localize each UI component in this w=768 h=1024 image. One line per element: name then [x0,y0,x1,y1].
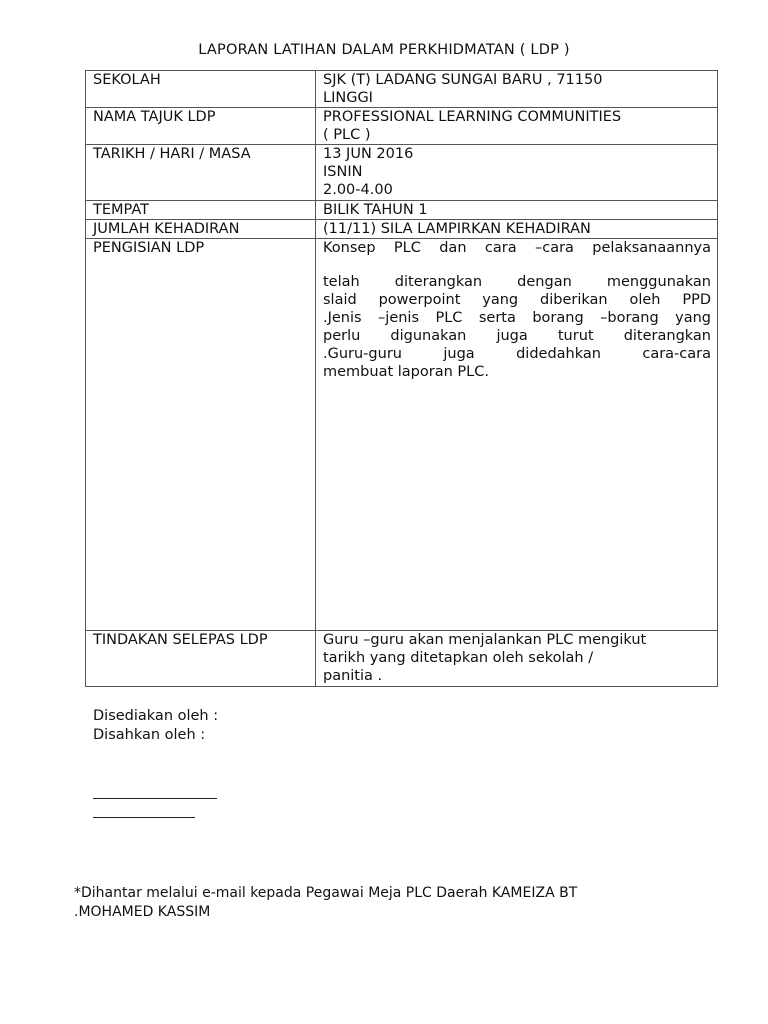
value-tindakan [316,631,718,687]
value-tindakan-line: panitia . [323,668,383,684]
label-sekolah: SEKOLAH [86,71,316,108]
value-tarikh-line: 2.00-4.00 [323,182,393,198]
signature-line-prepared [93,798,217,799]
pengisian-line: Konsep PLC dan cara –cara pelaksanaannya [323,240,711,256]
value-tarikh-line: 13 JUN 2016 [323,146,414,162]
value-tajuk [316,108,718,145]
value-tajuk-line: ( PLC ) [323,127,371,143]
label-kehadiran: JUMLAH KEHADIRAN [86,220,316,239]
label-tindakan: TINDAKAN SELEPAS LDP [86,631,316,687]
pengisian-line: .Jenis –jenis PLC serta borang –borang yang [323,310,711,326]
row-sekolah [86,71,718,108]
value-tarikh-line: ISNIN [323,164,363,180]
value-sekolah-line: LINGGI [323,90,373,106]
label-pengisian: PENGISIAN LDP [86,239,316,631]
report-title: LAPORAN LATIHAN DALAM PERKHIDMATAN ( LDP ) [198,42,570,58]
pengisian-line: slaid powerpoint yang diberikan oleh PPD [323,292,711,308]
pengisian-line: perlu digunakan juga turut diterangkan [323,328,711,344]
submission-note-line: *Dihantar melalui e-mail kepada Pegawai Meja PLC Daerah KAMEIZA BT [74,885,578,901]
submission-note-line: .MOHAMED KASSIM [74,904,211,920]
row-tindakan [86,631,718,687]
row-tajuk [86,108,718,145]
value-pengisian [316,239,718,631]
submission-note [74,884,694,922]
pengisian-line: .Guru-guru juga didedahkan cara-cara [323,346,711,362]
value-tempat: BILIK TAHUN 1 [316,201,718,220]
value-tajuk-line: PROFESSIONAL LEARNING COMMUNITIES [323,109,622,125]
pengisian-line: telah diterangkan dengan menggunakan [323,274,711,290]
row-tarikh [86,145,718,201]
approved-by-label: Disahkan oleh : [93,727,206,743]
value-sekolah [316,71,718,108]
value-kehadiran: (11/11) SILA LAMPIRKAN KEHADIRAN [316,220,718,239]
label-tajuk: NAMA TAJUK LDP [86,108,316,145]
label-tempat: TEMPAT [86,201,316,220]
value-tindakan-line: Guru –guru akan menjalankan PLC mengikut [323,632,647,648]
value-tindakan-line: tarikh yang ditetapkan oleh sekolah / [323,650,594,666]
value-sekolah-line: SJK (T) LADANG SUNGAI BARU , 71150 [323,72,603,88]
label-tarikh: TARIKH / HARI / MASA [86,145,316,201]
report-table [85,70,718,687]
prepared-by-label: Disediakan oleh : [93,708,219,724]
signature-line-approved [93,817,195,818]
row-tempat [86,201,718,220]
row-pengisian [86,239,718,631]
pengisian-line: membuat laporan PLC. [323,364,489,380]
row-kehadiran [86,220,718,239]
value-tarikh [316,145,718,201]
